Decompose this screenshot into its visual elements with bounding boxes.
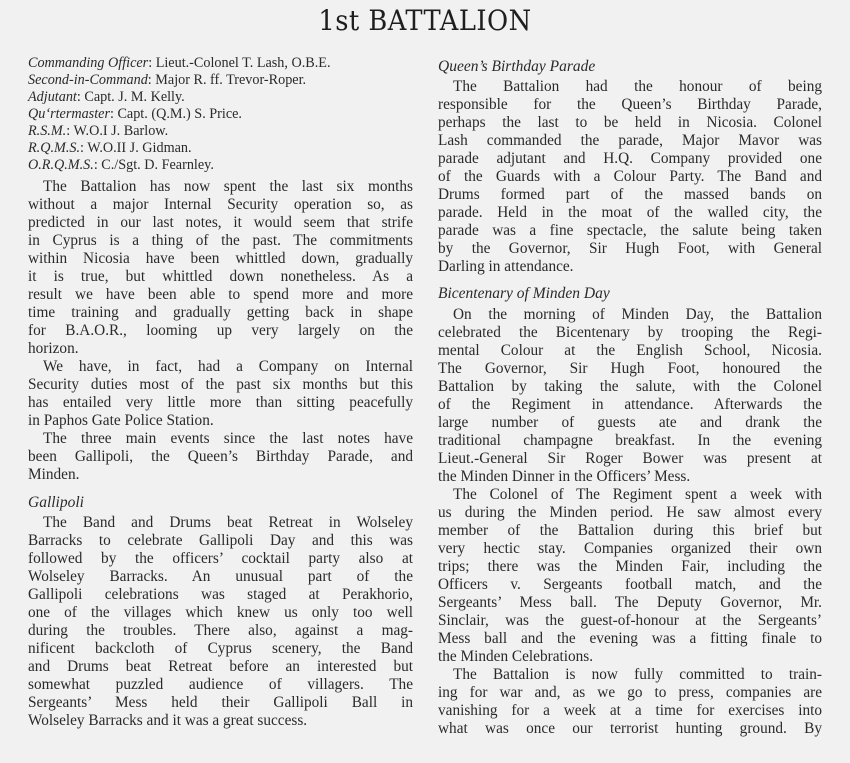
- text-line: The Band and Drums beat Retreat in Wolseley: [43, 514, 413, 531]
- text-line: Sinclair, was the guest-of-honour at the Sergeants’: [438, 612, 822, 629]
- text-line: time training and gradually getting back in shape: [28, 304, 413, 321]
- text-line: mental Colour at the English School, Nicosia.: [438, 342, 822, 359]
- roster-name: : Capt. J. M. Kelly.: [76, 89, 185, 105]
- text-line: been Gallipoli, the Queen’s Birthday Parade, and: [28, 448, 413, 465]
- text-line: followed by the officers’ cocktail party also at: [28, 550, 413, 567]
- roster-name: : C./Sgt. D. Fearnley.: [93, 157, 214, 173]
- roster-line: [28, 140, 413, 157]
- text-line: parade adjutant and H.Q. Company provided one: [438, 150, 822, 167]
- text-line: within Nicosia have been whittled down, gradually: [28, 250, 413, 267]
- text-line: vanishing for a week at a time for exercises into: [438, 702, 822, 719]
- text-line: by the Governor, Sir Hugh Foot, with General: [438, 240, 822, 257]
- text-line: Wolseley Barracks. An unusual part of the: [28, 568, 413, 585]
- text-line: responsible for the Queen’s Birthday Parade,: [438, 96, 822, 113]
- section-heading-minden: Bicentenary of Minden Day: [438, 285, 610, 302]
- text-line: traditional champagne breakfast. In the evening: [438, 432, 822, 449]
- section-heading-queens-birthday: Queen’s Birthday Parade: [438, 58, 596, 75]
- text-line: what was once our terrorist hunting ground. By: [438, 720, 822, 737]
- text-line: The Governor, Sir Hugh Foot, honoured the: [438, 360, 822, 377]
- roster-name: : W.O.II J. Gidman.: [80, 140, 192, 156]
- text-line: Barracks to celebrate Gallipoli Day and this was: [28, 532, 413, 549]
- text-line: Security duties most of the past six months but this: [28, 376, 413, 393]
- text-line: somewhat puzzled audience of villagers. The: [28, 676, 413, 693]
- text-line: in Paphos Gate Police Station.: [28, 412, 214, 429]
- page-title: 1st BATTALION: [318, 4, 532, 37]
- roster-role: O.R.Q.M.S.: [28, 157, 94, 173]
- text-line: one of the villages which knew us only too well: [28, 604, 413, 621]
- text-line: The three main events since the last notes have: [43, 430, 413, 447]
- text-line: us during the Minden period. He saw almost every: [438, 504, 822, 521]
- roster-name: : Lieut.-Colonel T. Lash, O.B.E.: [148, 55, 331, 71]
- roster-role: R.S.M.: [28, 123, 67, 139]
- text-line: result we have been able to spend more and more: [28, 286, 413, 303]
- text-line: for B.A.O.R., looming up very largely on the: [28, 322, 413, 339]
- roster-line: [28, 123, 413, 140]
- text-line: very hectic stay. Companies organized their own: [438, 540, 822, 557]
- text-line: nificent backcloth of Cyprus scenery, the Band: [28, 640, 413, 657]
- text-line: horizon.: [28, 340, 79, 357]
- text-line: in Cyprus is a thing of the past. The commitments: [28, 232, 413, 249]
- text-line: and Drums beat Retreat before an interested but: [28, 658, 413, 675]
- text-line: during the troubles. There also, against a mag-: [28, 622, 413, 639]
- roster-line: [28, 157, 413, 174]
- text-line: ing for war and, as we go to press, companies are: [438, 684, 822, 701]
- text-line: Battalion by taking the salute, with the Colonel: [438, 378, 822, 395]
- text-line: without a major Internal Security operation so, as: [28, 196, 413, 213]
- text-line: it is true, but whittled down nonetheless. As a: [28, 268, 413, 285]
- text-line: Sergeants’ Mess ball. The Deputy Governor, Mr.: [438, 594, 822, 611]
- roster-role: Quʻrtermaster: [28, 106, 110, 122]
- roster-role: Adjutant: [28, 89, 77, 105]
- text-line: has entailed very little more than sitting peacefully: [28, 394, 413, 411]
- roster-name: : W.O.I J. Barlow.: [66, 123, 169, 139]
- text-line: Darling in attendance.: [438, 258, 574, 275]
- text-line: perhaps the last to be held in Nicosia. Colonel: [438, 114, 822, 131]
- roster-role: Commanding Officer: [28, 55, 149, 71]
- section-heading-gallipoli: Gallipoli: [28, 494, 84, 511]
- roster-line: [28, 72, 413, 89]
- roster-line: [28, 55, 413, 72]
- roster-line: [28, 106, 413, 123]
- text-line: Minden.: [28, 466, 80, 483]
- text-line: Mess ball and the evening was a fitting finale to: [438, 630, 822, 647]
- text-line: Wolseley Barracks and it was a great success.: [28, 712, 308, 729]
- text-line: celebrated the Bicentenary by trooping the Regi-: [438, 324, 822, 341]
- text-line: parade. Held in the moat of the walled city, the: [438, 204, 822, 221]
- text-line: Officers v. Sergeants football match, and the: [438, 576, 822, 593]
- text-line: Sergeants’ Mess held their Gallipoli Ball in: [28, 694, 413, 711]
- text-line: Drums formed part of the massed bands on: [438, 186, 822, 203]
- text-line: large number of guests ate and drank the: [438, 414, 822, 431]
- text-line: We have, in fact, had a Company on Internal: [43, 358, 413, 375]
- text-line: Gallipoli celebrations was staged at Perakhorio,: [28, 586, 413, 603]
- text-line: Lieut.-General Sir Roger Bower was present at: [438, 450, 822, 467]
- text-line: of the Regiment in attendance. Afterwards the: [438, 396, 822, 413]
- text-line: trips; there was the Minden Fair, including the: [438, 558, 822, 575]
- text-line: The Battalion has now spent the last six months: [43, 178, 413, 195]
- text-line: member of the Battalion during this brief but: [438, 522, 822, 539]
- roster-line: [28, 89, 413, 106]
- text-line: The Battalion is now fully committed to train-: [453, 666, 822, 683]
- roster-name: : Major R. ff. Trevor-Roper.: [147, 72, 307, 88]
- text-line: the Minden Dinner in the Officers’ Mess.: [438, 468, 691, 485]
- roster-name: : Capt. (Q.M.) S. Price.: [109, 106, 242, 122]
- text-line: predicted in our last notes, it would seem that strife: [28, 214, 413, 231]
- text-line: the Minden Celebrations.: [438, 648, 594, 665]
- roster-role: Second-in-Command: [28, 72, 148, 88]
- text-line: On the morning of Minden Day, the Battalion: [453, 306, 822, 323]
- text-line: Lash commanded the parade, Major Mavor was: [438, 132, 822, 149]
- text-line: parade was a fine spectacle, the salute being taken: [438, 222, 822, 239]
- text-line: The Battalion had the honour of being: [453, 78, 822, 95]
- roster-role: R.Q.M.S.: [28, 140, 81, 156]
- text-line: The Colonel of The Regiment spent a week with: [453, 486, 822, 503]
- text-line: of the Guards with a Colour Party. The Band and: [438, 168, 822, 185]
